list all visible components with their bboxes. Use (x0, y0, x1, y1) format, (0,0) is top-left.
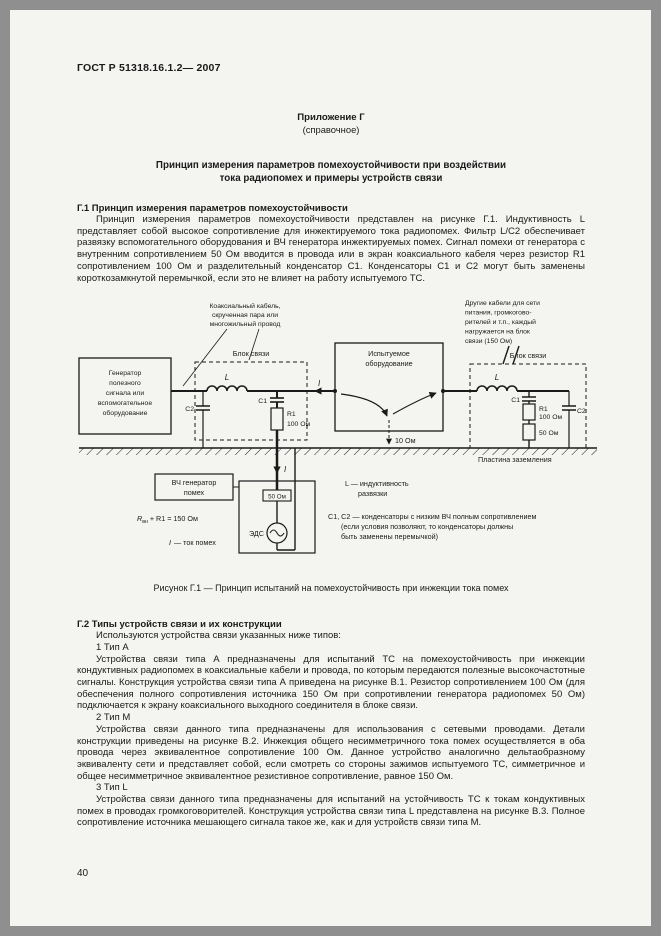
generator-label: полезного (109, 380, 141, 388)
type-a-title: 1 Тип А (96, 641, 129, 653)
coupling-block-left (185, 349, 310, 490)
legend-c: быть заменены перемычкой) (341, 532, 439, 542)
eut-box (335, 343, 443, 445)
type-m-title: 2 Тип М (96, 712, 131, 724)
formula-annotations (137, 514, 216, 547)
generator-label: вспомогательное (97, 400, 153, 408)
legend-l: развязки (358, 489, 388, 499)
resistor-50ohm (523, 424, 535, 440)
coax-label: Коаксиальный кабель, (209, 303, 281, 311)
rf-generator-label: ВЧ генератор (171, 478, 217, 488)
formula-sub: вн (142, 519, 148, 526)
inductor-right (477, 386, 517, 391)
figure-caption: Рисунок Г.1 — Принцип испытаний на помехоустойчивость при инжекции тока помех (153, 583, 509, 594)
other-cables-label: Другие кабели для сети (465, 300, 540, 308)
legend-c: (если условия позволяют, то конденсаторы должны (341, 522, 514, 532)
coupling-left-label: Блок связи (232, 349, 270, 359)
section-g1-paragraph: Принцип измерения параметров помехоустойчивости представлен на рисунке Г.1. Индуктивность L представляет собой высокое сопротивление для инжектируемого тока радиопомех. Фильтр L/С2 обеспечивает развязку вспомогательного оборудования и ВЧ генератора инжектируемых помех. Сигнал помехи от генератора с внутренним сопротивлением 50 Ом вводится в провода или в экран коаксиального кабеля через резистор R1 сопротивлением 100 Ом и разделительный конденсатор С1. Конденсаторы С1 и С2 могут быть заменены короткозамкнутой перемычкой, если это не влияет на работу испытуемого ТС. (77, 214, 585, 284)
formula-rest: + R1 = 150 Ом (149, 514, 198, 524)
figure-g1 (77, 296, 585, 593)
coupling-block-right (470, 351, 586, 448)
page-number: 40 (77, 868, 89, 879)
other-cables-label: питания, громкогово- (465, 309, 532, 317)
resistor-r1 (271, 408, 283, 430)
rf-generator-label: помех (183, 488, 205, 498)
c2-label: С2 (185, 406, 194, 414)
other-cables-label: рителей и т.п., каждый (465, 319, 536, 327)
generator-label: Генератор (108, 370, 142, 378)
impedance-formula (137, 514, 198, 525)
current-note-i: I (169, 538, 171, 548)
c2-label: С2 (577, 408, 586, 416)
generator-resistor-label: 50 Ом (268, 493, 286, 501)
section-g2-intro: Используются устройства связи указанных ниже типов: (96, 630, 341, 642)
page-content (10, 10, 651, 829)
r1-label: R1 (539, 406, 548, 414)
appendix-title-line1: Принцип измерения параметров помехоустойчивости при воздействии (155, 160, 507, 171)
type-l-title: 3 Тип L (96, 782, 128, 794)
emf-label: ЭДС (249, 529, 264, 539)
current-i-label: I (284, 465, 287, 475)
appendix-name: Приложение Г (297, 112, 365, 123)
section-g2-heading: Г.2 Типы устройств связи и их конструкции (77, 619, 282, 631)
appendix-title-line2: тока радиопомех и примеры устройств связи (219, 173, 443, 184)
current-path-arrow (393, 393, 436, 414)
formula-r: R (137, 514, 143, 524)
type-l-paragraph: Устройства связи данного типа предназначены для испытаний на устойчивость ТС к токам кондуктивных помех в проводах громкоговорителей. Конструкция устройства связи типа L представлена на рисунке В.3. Полное сопротивление источника мешающего сигнала такое же, как и для устройств связи типа М. (77, 794, 585, 829)
coax-label: многожильный провод (209, 321, 281, 329)
current-note (169, 538, 216, 547)
r1-label: R1 (287, 411, 296, 419)
coupling-right-label: Блок связи (509, 351, 547, 361)
other-cables-label: связи (150 Ом) (465, 338, 513, 346)
appendix-title (77, 159, 585, 185)
r50-label: 50 Ом (539, 430, 559, 438)
current-path-arrow (341, 394, 387, 416)
coax-cable-annotation (183, 302, 281, 386)
figure-legend (328, 479, 536, 541)
appendix-kind: (справочное) (302, 124, 360, 135)
type-a-paragraph: Устройства связи типа А предназначены для испытаний ТС на помехоустойчивость при инжекции кондуктивных радиопомех в коаксиальные кабели и провода, по которым передаются полезные высокочастотные сигналы. Конструкция устройства связи типа А приведена на рисунке В.1. Резистор сопротивлением 100 Ом (для обеспечения полного сопротивления источника 150 Ом при сопротивлении генератора радиопомех 50 Ом) подключается к экрану коаксиального выходного соединителя в блоке связи. (77, 653, 585, 712)
ground-plane-label: Пластина заземления (478, 455, 552, 465)
inductance-label: L (494, 373, 500, 383)
current-note-rest: — ток помех (174, 538, 216, 548)
signal-generator-box (79, 358, 171, 434)
legend-c: С1, С2 — конденсаторы с низким ВЧ полным сопротивлением (328, 512, 537, 522)
type-m-paragraph: Устройства связи данного типа предназначены для использования с сетевыми проводами. Детали конструкции приведены на рисунке В.2. Инжекция общего несимметричного тока помех осуществляется в оба провода через эквивалентное сопротивление 100 Ом. Данное устройство аналогично дельтаобразному эквиваленту сети и представляет собой, если смотреть со стороны зажимов испытуемого ТС, симметричное и общее несимметричное эквивалентное резистивное сопротивление, равное 150 Ом. (77, 723, 585, 782)
current-i-label: I (318, 379, 321, 389)
eut-label: Испытуемое (368, 349, 410, 359)
r1-value-label: 100 Ом (287, 421, 311, 429)
ground-plane (79, 448, 597, 464)
eut-label: оборудование (365, 359, 413, 369)
doc-header: ГОСТ Р 51318.16.1.2— 2007 (77, 62, 221, 74)
legend-l: L — индуктивность (345, 479, 409, 489)
inductor-left (207, 386, 247, 391)
sine-symbol (270, 530, 284, 536)
figure-g1-diagram (77, 296, 605, 568)
r1-value-label: 100 Ом (539, 414, 563, 422)
c1-label: С1 (258, 398, 267, 406)
cable-wires (171, 386, 569, 393)
resistor-r1 (523, 404, 535, 420)
inductance-label: L (224, 373, 230, 383)
other-cables-label: нагружается на блок (465, 328, 530, 336)
c1-label: С1 (511, 397, 520, 405)
coax-label: скрученная пара или (211, 312, 279, 320)
generator-label: оборудование (102, 410, 148, 418)
generator-label: сигнала или (105, 390, 145, 398)
section-g1-heading: Г.1 Принцип измерения параметров помехоустойчивости (77, 203, 348, 214)
impedance-10-label: 10 Ом (395, 436, 416, 446)
